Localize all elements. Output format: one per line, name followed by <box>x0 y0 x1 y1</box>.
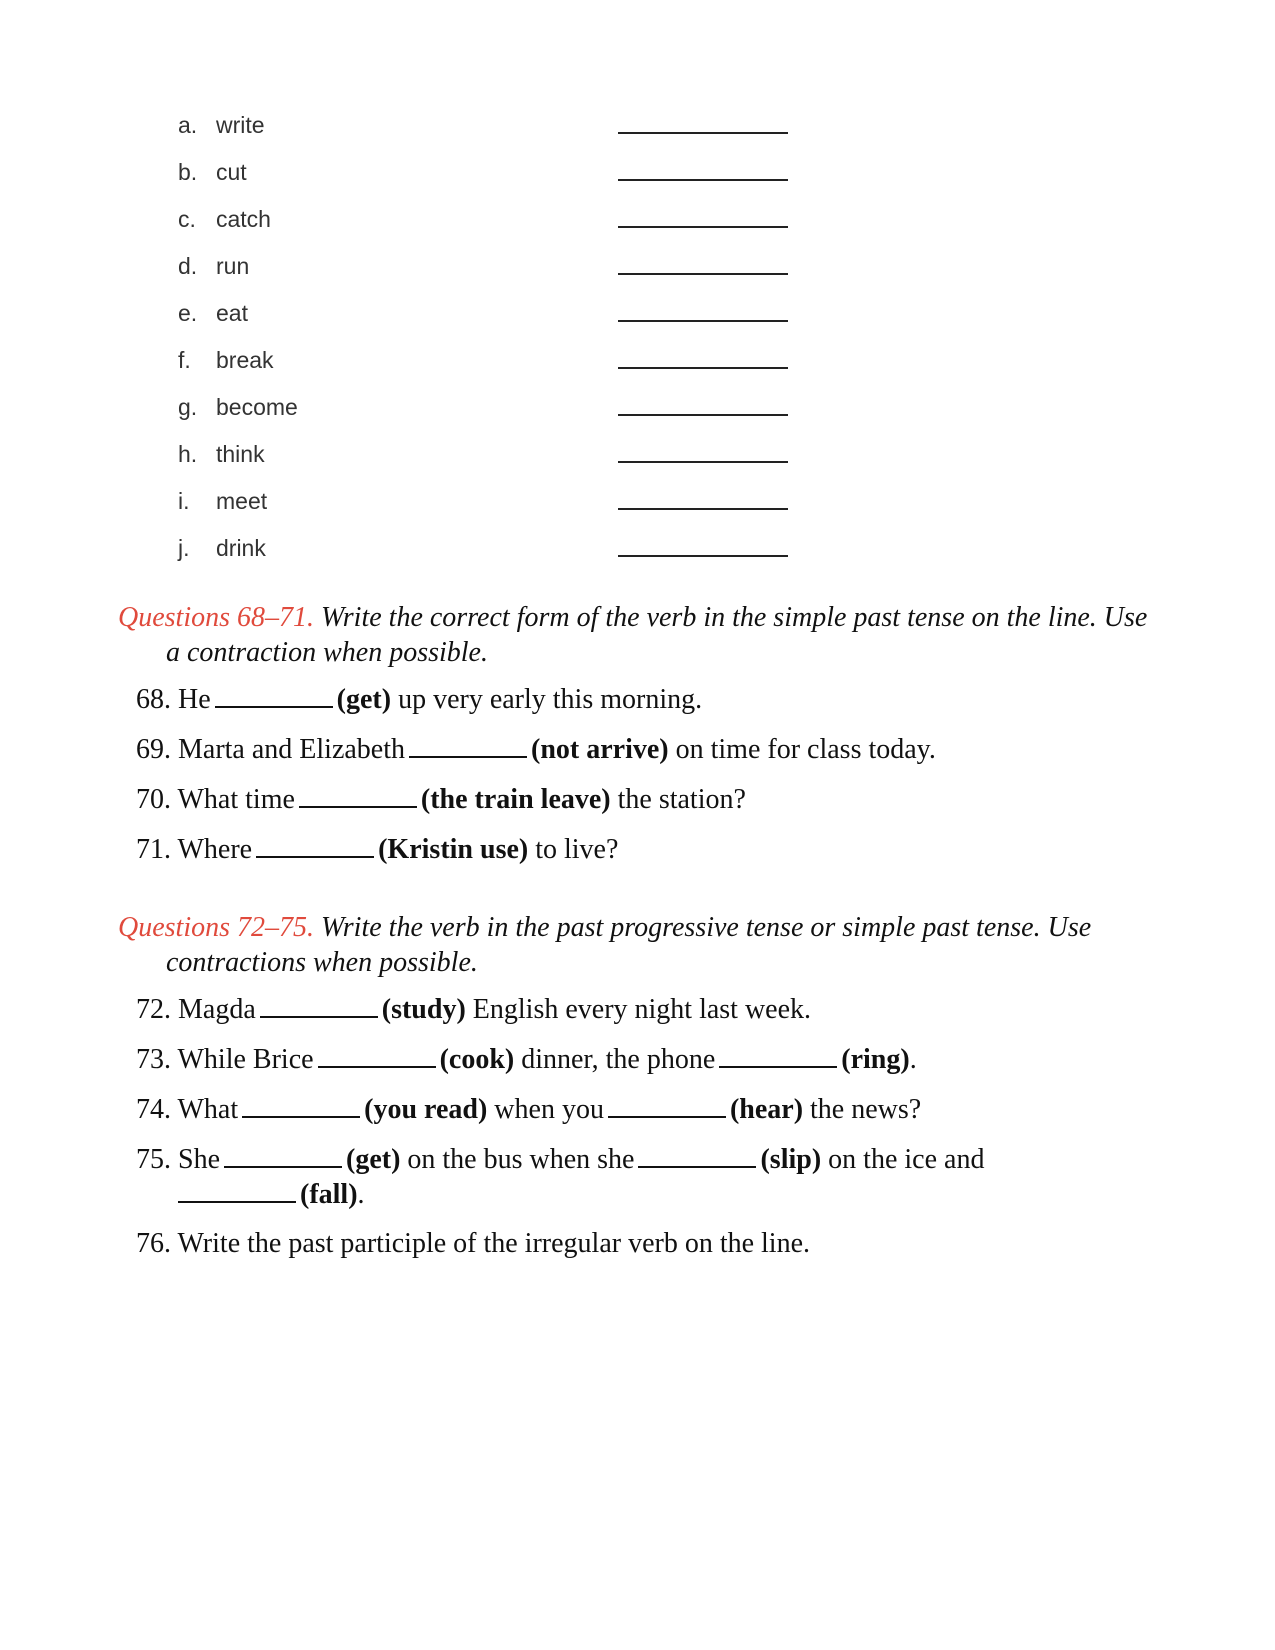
answer-blank[interactable] <box>260 992 378 1018</box>
answer-blank[interactable] <box>256 832 374 858</box>
question-text: to live? <box>535 834 619 865</box>
verb-prompt: (hear) <box>729 1094 804 1125</box>
answer-blank[interactable] <box>318 1042 436 1068</box>
question-75 <box>136 1142 1158 1212</box>
question-number: 75. <box>136 1144 171 1175</box>
question-68 <box>136 682 1158 717</box>
question-text: dinner, the phone <box>521 1044 716 1075</box>
section-questions-72-75 <box>118 910 1158 1276</box>
verb-word: write <box>216 112 265 138</box>
answer-line[interactable] <box>618 414 788 416</box>
verb-letter: a. <box>178 112 198 138</box>
instructions-text: Write the verb in the past progressive tense or simple past tense. Use contractions when possible. <box>166 912 1092 978</box>
verb-row-i <box>178 484 798 531</box>
question-text: She <box>178 1144 220 1175</box>
question-text: He <box>178 684 211 715</box>
question-72 <box>136 992 1158 1027</box>
section-questions-68-71 <box>118 600 1158 882</box>
answer-line[interactable] <box>618 179 788 181</box>
question-69 <box>136 732 1158 767</box>
verb-prompt: (Kristin use) <box>378 834 529 865</box>
verb-row-j <box>178 531 798 578</box>
question-number: 70. <box>136 784 171 815</box>
verb-row-g <box>178 390 798 437</box>
answer-blank[interactable] <box>409 732 527 758</box>
section-instructions <box>118 600 1158 670</box>
section-heading: Questions 72–75. <box>118 912 314 943</box>
verb-word: break <box>216 347 274 373</box>
answer-line[interactable] <box>618 461 788 463</box>
question-text: English every night last week. <box>472 994 812 1025</box>
verb-letter: d. <box>178 253 198 279</box>
verb-letter: e. <box>178 300 198 326</box>
question-text: Magda <box>178 994 256 1025</box>
verb-word: meet <box>216 488 268 514</box>
answer-blank[interactable] <box>215 682 333 708</box>
answer-blank[interactable] <box>178 1177 296 1203</box>
question-text: Where <box>177 834 253 865</box>
verb-row-e <box>178 296 798 343</box>
answer-line[interactable] <box>618 132 788 134</box>
verb-prompt: (the train leave) <box>420 784 611 815</box>
verb-prompt: (ring) <box>841 1044 910 1075</box>
answer-line[interactable] <box>618 367 788 369</box>
question-number: 68. <box>136 684 171 715</box>
question-text: What time <box>177 784 295 815</box>
verb-word: become <box>216 394 298 420</box>
question-text: While Brice <box>177 1044 314 1075</box>
answer-line[interactable] <box>618 226 788 228</box>
verb-row-a <box>178 108 798 155</box>
verb-row-c <box>178 202 798 249</box>
answer-blank[interactable] <box>719 1042 837 1068</box>
verb-word: think <box>216 441 265 467</box>
verb-prompt: (get) <box>336 684 392 715</box>
verb-row-b <box>178 155 798 202</box>
verb-word: cut <box>216 159 247 185</box>
answer-blank[interactable] <box>638 1142 756 1168</box>
verb-word: run <box>216 253 250 279</box>
answer-line[interactable] <box>618 555 788 557</box>
question-70 <box>136 782 1158 817</box>
verb-letter: j. <box>178 535 190 561</box>
verb-prompt: (slip) <box>760 1144 822 1175</box>
verb-letter: f. <box>178 347 191 373</box>
question-76 <box>136 1227 1158 1261</box>
answer-blank[interactable] <box>299 782 417 808</box>
verb-letter: c. <box>178 206 196 232</box>
section-instructions <box>118 910 1158 980</box>
answer-blank[interactable] <box>242 1092 360 1118</box>
question-number: 76. <box>136 1228 171 1259</box>
question-text: on the bus when she <box>407 1144 635 1175</box>
question-number: 74. <box>136 1094 171 1125</box>
question-text: the station? <box>617 784 746 815</box>
answer-blank[interactable] <box>608 1092 726 1118</box>
section-heading: Questions 68–71. <box>118 602 314 633</box>
question-text: Marta and Elizabeth <box>178 734 406 765</box>
verb-prompt: (cook) <box>439 1044 515 1075</box>
answer-line[interactable] <box>618 508 788 510</box>
question-number: 73. <box>136 1044 171 1075</box>
question-text: when you <box>494 1094 604 1125</box>
verb-prompt: (get) <box>346 1144 401 1175</box>
verb-letter: b. <box>178 159 198 185</box>
question-74 <box>136 1092 1158 1127</box>
verb-word: catch <box>216 206 271 232</box>
answer-line[interactable] <box>618 273 788 275</box>
instructions-text: Write the correct form of the verb in the simple past tense on the line. Use a contraction when possible. <box>166 602 1148 668</box>
question-number: 72. <box>136 994 171 1025</box>
question-text: on time for class today. <box>675 734 936 765</box>
verb-row-f <box>178 343 798 390</box>
question-71 <box>136 832 1158 867</box>
verb-letter: h. <box>178 441 198 467</box>
verb-row-h <box>178 437 798 484</box>
verb-row-d <box>178 249 798 296</box>
question-text: . <box>909 1044 917 1075</box>
question-text: up very early this morning. <box>398 684 703 715</box>
verb-word: eat <box>216 300 248 326</box>
question-text: the news? <box>810 1094 922 1125</box>
verb-letter: i. <box>178 488 190 514</box>
question-text: Write the past participle of the irregular verb on the line. <box>177 1228 811 1259</box>
question-number: 69. <box>136 734 171 765</box>
question-text: on the ice and <box>828 1144 985 1175</box>
verb-letter: g. <box>178 394 198 420</box>
answer-blank[interactable] <box>224 1142 342 1168</box>
question-73 <box>136 1042 1158 1077</box>
verb-prompt: (study) <box>381 994 466 1025</box>
verb-prompt: (not arrive) <box>531 734 669 765</box>
verb-prompt: (fall) <box>300 1179 358 1210</box>
answer-line[interactable] <box>618 320 788 322</box>
verb-word: drink <box>216 535 266 561</box>
question-number: 71. <box>136 834 171 865</box>
verb-prompt: (you read) <box>364 1094 488 1125</box>
question-text: What <box>177 1094 239 1125</box>
question-text: . <box>357 1179 365 1210</box>
verb-list <box>178 108 798 578</box>
